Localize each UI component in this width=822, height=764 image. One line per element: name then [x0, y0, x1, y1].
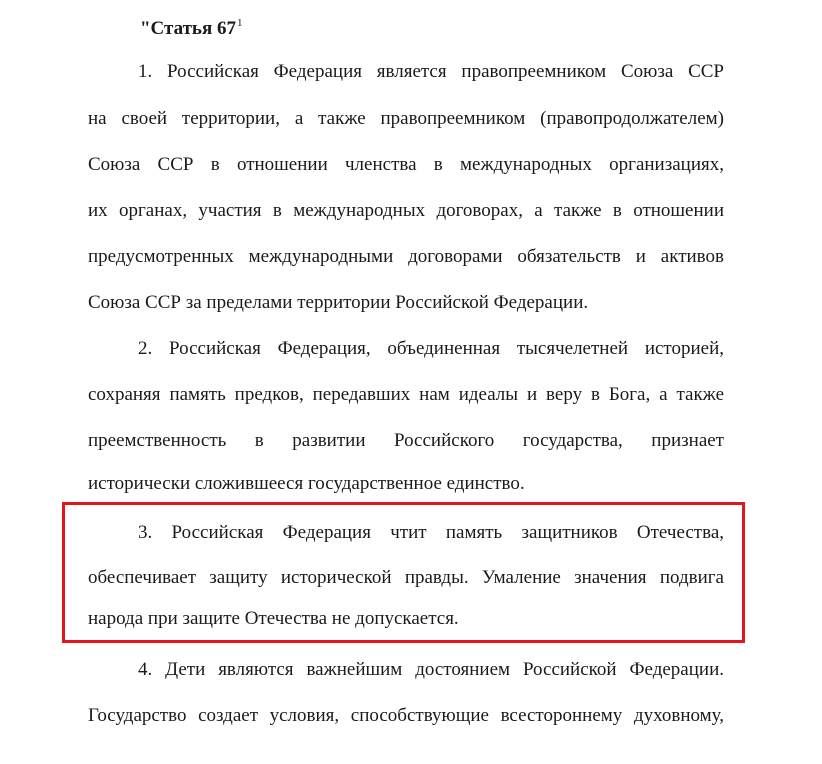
- article-heading: [140, 8, 243, 44]
- article-heading-text: "Статья 67: [140, 18, 237, 39]
- paragraph-2-line-1: 2. Российская Федерация, объединенная тысячелетней историей,: [138, 338, 724, 359]
- paragraph-3-line-2: обеспечивает защиту исторической правды. Умаление значения подвига: [88, 567, 724, 588]
- paragraph-2-line-2: сохраняя память предков, передавших нам идеалы и веру в Бога, а также: [88, 384, 724, 405]
- paragraph-1-line-3: Союза ССР в отношении членства в международных организациях,: [88, 154, 724, 175]
- paragraph-1-line-2: на своей территории, а также правопреемником (правопродолжателем): [88, 108, 724, 129]
- paragraph-1-line-5: предусмотренных международными договорами обязательств и активов: [88, 246, 724, 267]
- paragraph-1-line-6: Союза ССР за пределами территории Российской Федерации.: [88, 292, 589, 313]
- paragraph-2-line-3: преемственность в развитии Российского государства, признает: [88, 430, 724, 451]
- article-heading-superscript: 1: [237, 17, 243, 29]
- paragraph-1-line-4: их органах, участия в международных договорах, а также в отношении: [88, 200, 724, 221]
- paragraph-3-line-3: народа при защите Отечества не допускается.: [88, 608, 459, 629]
- paragraph-3-line-1: 3. Российская Федерация чтит память защитников Отечества,: [138, 522, 724, 543]
- paragraph-4-line-1: 4. Дети являются важнейшим достоянием Российской Федерации.: [138, 659, 724, 680]
- paragraph-2-line-4: исторически сложившееся государственное единство.: [88, 473, 525, 494]
- paragraph-1-line-1: 1. Российская Федерация является правопреемником Союза ССР: [138, 61, 724, 82]
- paragraph-4-line-2: Государство создает условия, способствующие всестороннему духовному,: [88, 705, 724, 726]
